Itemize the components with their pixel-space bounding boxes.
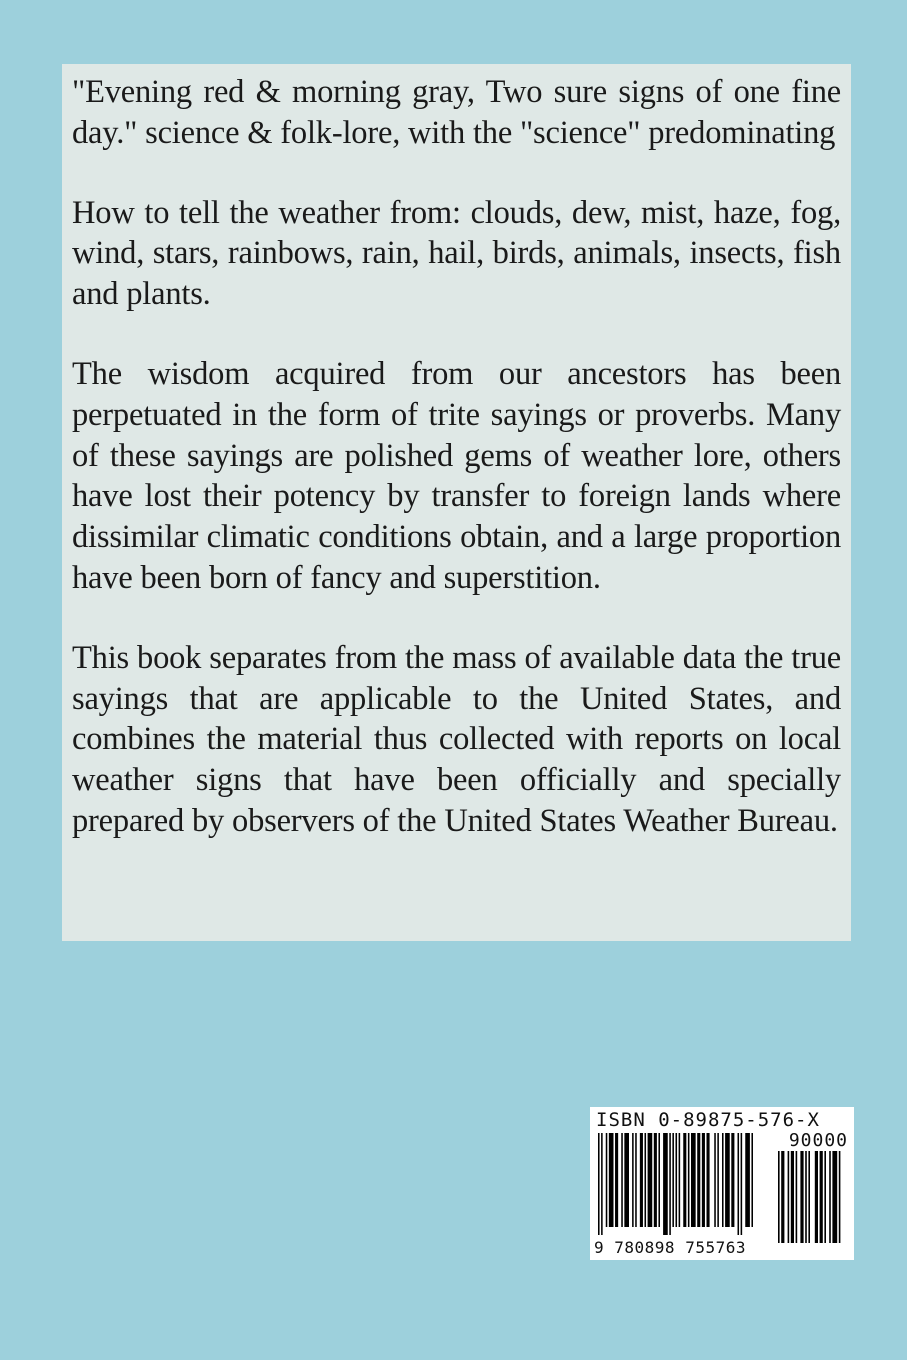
ean-barcode-icon (598, 1133, 768, 1235)
ean-number: 9 780898 755763 (594, 1238, 746, 1257)
paragraph-topics: How to tell the weather from: clouds, dew, mist, haze, fog, wind, stars, rainbows, rain, hail, birds, animals, insects, fish and plants. (72, 194, 841, 313)
paragraph-tagline: "Evening red & morning gray, Two sure signs of one fine day." science & folk-lore, with the "science" predominating (72, 74, 841, 151)
price-code: 90000 (788, 1130, 848, 1151)
addon-barcode-icon (778, 1151, 848, 1243)
paragraph-book-summary: This book separates from the mass of available data the true sayings that are applicable to the United States, and combines the material thus collected with reports on local weather signs that have been officially and specially prepared by observers of the United States Weather Bureau. (72, 639, 841, 839)
isbn-label: ISBN 0-89875-576-X (596, 1109, 820, 1131)
barcode-box (590, 1107, 854, 1260)
description-panel (62, 64, 851, 941)
paragraph-wisdom: The wisdom acquired from our ancestors has been perpetuated in the form of trite sayings or proverbs. Many of these sayings are polished gems of weather lore, others have lost their potency by transfer to foreign lands where dissimilar climatic conditions obtain, and a large proportion have been born of fancy and superstition. (72, 355, 841, 596)
